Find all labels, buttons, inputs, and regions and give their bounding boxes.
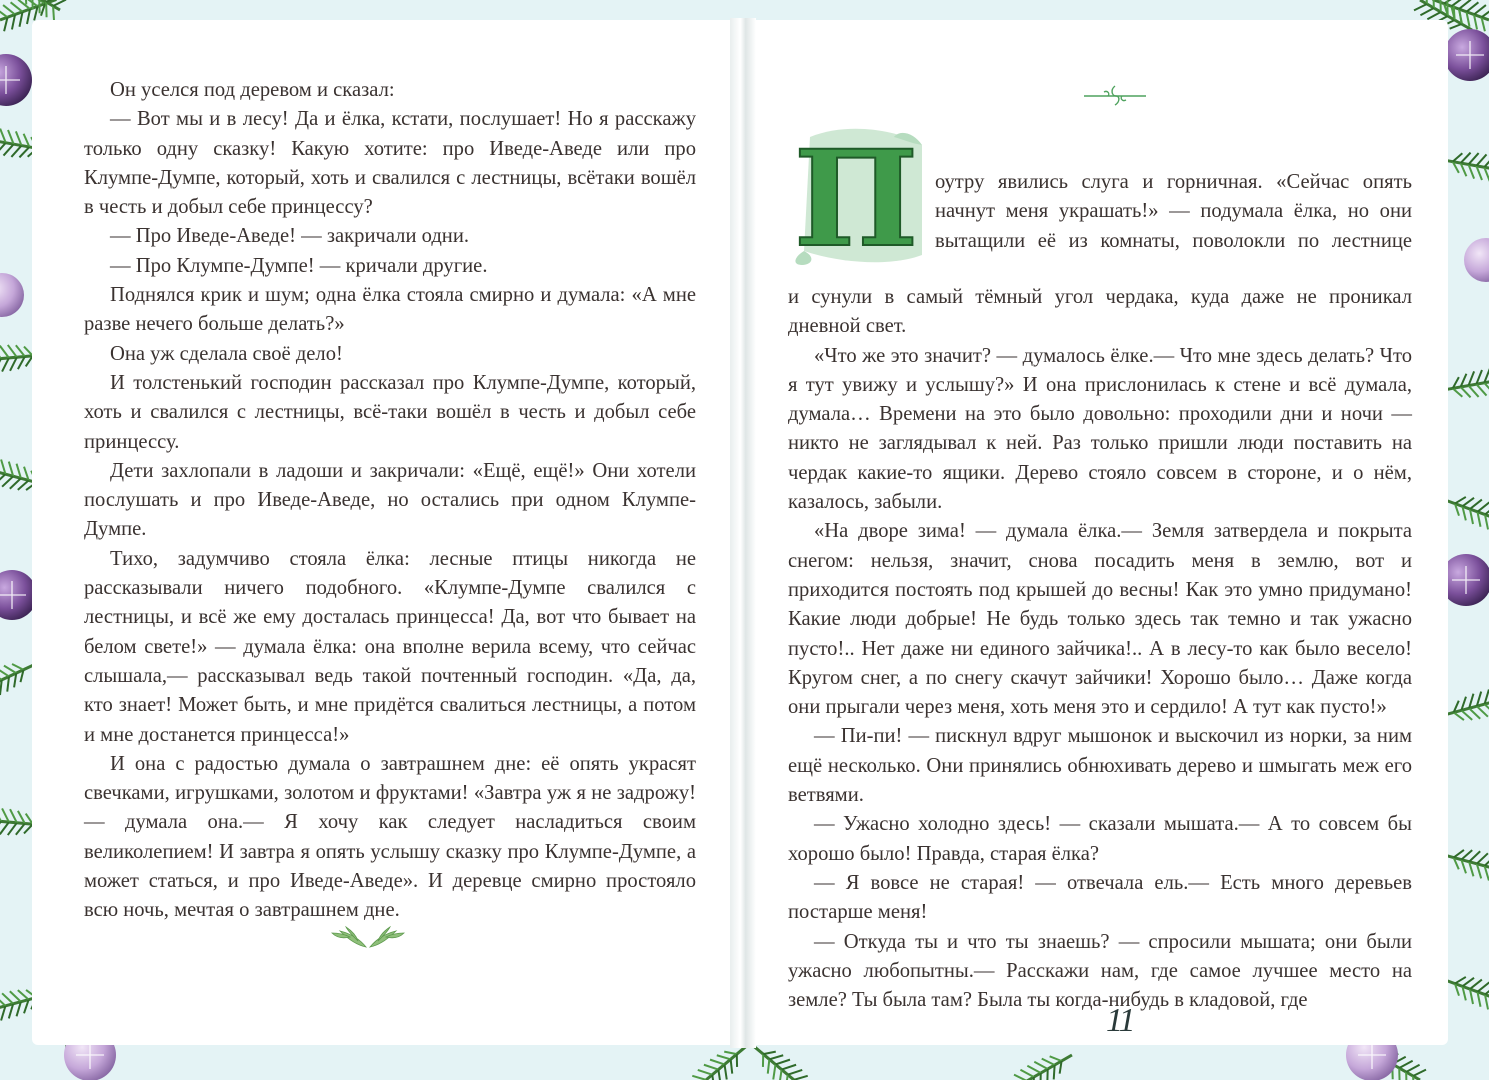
paragraph: и сунули в самый тёмный угол чердака, куда даже не проникал дневной свет. [788,286,1412,338]
book-spine [730,18,756,1048]
paragraph: — Ужасно холодно здесь! — сказали мышата.— А то совсем бы хорошо было! Правда, старая ёлка? [788,813,1412,865]
intro-line: оутру явились слуга и горничная. «Сейчас опять [935,171,1412,193]
flourish-ornament-icon [1082,82,1148,108]
paragraph: — Пи-пи! — пискнул вдруг мышонок и выскочил из норки, за ним ещё несколько. Они принялись обнюхивать дерево и шмыгать меж его ветвями. [788,725,1412,807]
right-page-intro [935,168,1412,256]
intro-line: вытащили её из комнаты, поволокли по лестнице [935,229,1412,252]
drop-cap-scroll-icon [790,127,928,267]
paragraph: — Про Иведе-Аведе! — закричали одни. [110,225,469,248]
right-page-text [788,283,1412,1015]
paragraph: — Откуда ты и что ты знаешь? — спросили мышата; они были ужасно любопытны.— Расскажи нам, где самое лучшее место на земле? Ты была там? Была ты когда-нибудь в кладовой, где [788,930,1412,1012]
page-number: 11 [1106,1002,1134,1039]
left-page-text [84,76,696,926]
paragraph: — Про Клумпе-Думпе! — кричали другие. [110,254,488,277]
paragraph: — Я вовсе не старая! — отвечала ель.— Есть много деревьев постарше меня! [788,871,1412,924]
intro-line: начнут меня украшать!» — подумала ёлка, но они [935,200,1412,223]
paragraph: И она с радостью думала о завтрашнем дне: её опять украсят свечками, игрушками, золотом и фруктами! «Завтра уж я не задрожу! — думала она.— Я хочу как следует насладиться своим великолепием! И завтра я опять услышу сказку про Клумпе-Думпе, а может статься, и про Иведе-Аведе». И деревце смирно простояло всю ночь, мечтая о завтрашнем дне. [84,752,696,922]
paragraph: Дети захлопали в ладоши и закричали: «Ещё, ещё!» Они хотели послушать и про Иведе-Аведе, но остались при одном Клумпе-Думпе. [84,459,696,541]
drop-cap-letter: П [793,127,919,267]
paragraph: Тихо, задумчиво стояла ёлка: лесные птицы никогда не рассказывали ничего подобного. «Клумпе-Думпе свалился с лестницы, и всё же ему досталась принцесса! Да, вот что бывает на белом свете!» — думала ёлка: она вполне верила всему, что сейчас слышала,— рассказывал ведь такой почтенный господин. «Да, да, кто знает! Может быть, и мне придётся свалиться лестницы, а потом и мне достанется принцесса!» [84,547,696,746]
leaf-ornament-icon [330,925,406,955]
paragraph: Он уселся под деревом и сказал: [110,79,395,101]
paragraph: Она уж сделала своё дело! [110,342,343,365]
paragraph: И толстенький господин рассказал про Клумпе-Думпе, который, хоть и свалился с лестницы, всё-таки вошёл в честь и добыл себе принцессу. [84,371,696,453]
drop-cap [790,127,928,267]
paragraph: — Вот мы и в лесу! Да и ёлка, кстати, послушает! Но я расскажу только одну сказку! Какую хотите: про Иведе-Аведе или про Клумпе-Думпе, который, хоть и свалился с лестницы, всётаки вошёл в честь и добыл себе принцессу? [84,108,696,219]
paragraph: «Что же это значит? — думалось ёлке.— Что мне здесь делать? Что я тут увижу и услышу?» И она прислонилась к стене и всё думала, думала… Времени на это было довольно: проходили дни и ночи — никто не заглядывал к ней. Раз только пришли люди поставить на чердак какие-то ящики. Дерево стояло совсем в стороне, и о нём, казалось, забыли. [788,344,1412,514]
paragraph: Поднялся крик и шум; одна ёлка стояла смирно и думала: «А мне разве нечего больше делать?» [84,284,696,336]
paragraph: «На дворе зима! — думала ёлка.— Земля затвердела и покрыта снегом: нельзя, значит, снова посадить меня в землю, вот и приходится постоять под крышей до весны! Как это умно придумано! Какие люди добрые! Не будь только здесь так темно и так ужасно пусто!.. Нет даже ни единого зайчика!.. А в лесу-то как было весело! Кругом снег, а по снегу скачут зайчики! Хорошо было… Даже когда они прыгали через меня, хоть меня это и сердило! А тут как пусто!» [788,520,1412,719]
